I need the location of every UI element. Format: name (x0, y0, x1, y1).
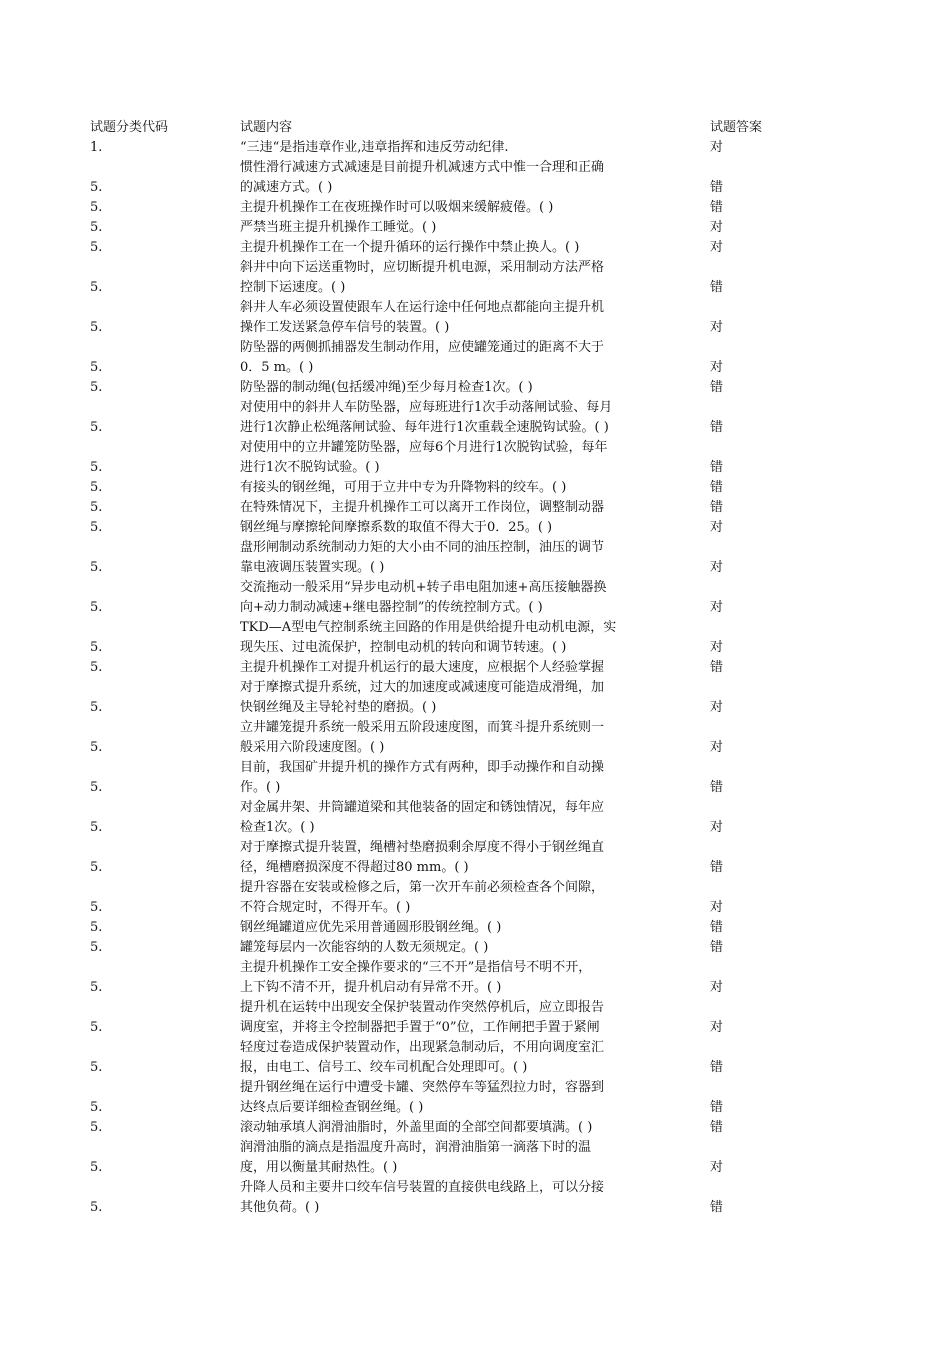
row-content-cell[interactable]: 防坠器的两侧抓捕器发生制动作用，应使罐笼通过的距离不大于 0．5 m。( ) (240, 340, 605, 375)
row-content-cell[interactable]: 惯性滑行减速方式减速是目前提升机减速方式中惟一合理和正确 的减速方式。( ) (240, 160, 605, 195)
header-answer[interactable]: 试题答案 (710, 120, 763, 135)
table-row (90, 958, 790, 998)
table-row (90, 658, 790, 678)
row-content-cell[interactable]: 主提升机操作工对提升机运行的最大速度，应根据个人经验掌握 (240, 660, 605, 675)
row-answer-cell[interactable]: 对 (710, 520, 724, 535)
row-code-cell[interactable]: 5. (90, 180, 103, 195)
table-row (90, 158, 790, 198)
table-row (90, 838, 790, 878)
question-table (90, 118, 790, 1218)
row-content-cell[interactable]: 钢丝绳与摩擦轮间摩擦系数的取值不得大于0．25。( ) (240, 520, 553, 535)
row-answer-cell[interactable]: 对 (710, 700, 724, 715)
table-row (90, 718, 790, 758)
row-content-cell[interactable]: 盘形闸制动系统制动力矩的大小由不同的油压控制，油压的调节 靠电液调压装置实现。( ) (240, 540, 605, 575)
row-answer-cell[interactable]: 错 (710, 780, 724, 795)
table-row (90, 1078, 790, 1118)
table-row (90, 518, 790, 538)
row-code-cell[interactable]: 5. (90, 700, 103, 715)
table-row (90, 918, 790, 938)
table-row (90, 218, 790, 238)
row-answer-cell[interactable]: 错 (710, 1060, 724, 1075)
row-content-cell[interactable]: TKD—A型电气控制系统主回路的作用是供给提升电动机电源，实 现失压、过电流保护，控制电动机的转向和调节转速。( ) (240, 620, 617, 655)
row-answer-cell[interactable]: 错 (710, 200, 724, 215)
row-code-cell[interactable]: 5. (90, 200, 103, 215)
table-row (90, 678, 790, 718)
row-code-cell[interactable]: 5. (90, 480, 103, 495)
table-row (90, 1178, 790, 1218)
row-code-cell[interactable]: 5. (90, 460, 103, 475)
table-row (90, 398, 790, 438)
row-code-cell[interactable]: 5. (90, 380, 103, 395)
table-row (90, 238, 790, 258)
row-answer-cell[interactable]: 对 (710, 1020, 724, 1035)
row-code-cell[interactable]: 5. (90, 820, 103, 835)
row-answer-cell[interactable]: 错 (710, 920, 724, 935)
row-content-cell[interactable]: 提升机在运转中出现安全保护装置动作突然停机后，应立即报告 调度室，并将主令控制器把手置于“0”位，工作闸把手置于紧闸 (240, 1000, 605, 1035)
row-code-cell[interactable]: 5. (90, 520, 103, 535)
table-row (90, 878, 790, 918)
header-row (90, 118, 790, 138)
row-answer-cell[interactable]: 对 (710, 560, 724, 575)
row-answer-cell[interactable]: 错 (710, 860, 724, 875)
row-content-cell[interactable]: 对于摩擦式提升装置，绳槽衬垫磨损剩余厚度不得小于钢丝绳直 径，绳槽磨损深度不得超过80 mm。( ) (240, 840, 605, 875)
row-content-cell[interactable]: 主提升机操作工在一个提升循环的运行操作中禁止换人。( ) (240, 240, 580, 255)
row-answer-cell[interactable]: 对 (710, 140, 724, 155)
row-content-cell[interactable]: 滚动轴承填人润滑油脂时，外盖里面的全部空间都要填满。( ) (240, 1120, 593, 1135)
row-code-cell[interactable]: 5. (90, 240, 103, 255)
row-answer-cell[interactable]: 错 (710, 480, 724, 495)
table-row (90, 578, 790, 618)
row-code-cell[interactable]: 5. (90, 920, 103, 935)
row-code-cell[interactable]: 5. (90, 940, 103, 955)
row-answer-cell[interactable]: 对 (710, 980, 724, 995)
row-answer-cell[interactable]: 对 (710, 220, 724, 235)
row-content-cell[interactable]: 主提升机操作工在夜班操作时可以吸烟来缓解疲倦。( ) (240, 200, 554, 215)
row-content-cell[interactable]: 严禁当班主提升机操作工睡觉。( ) (240, 220, 437, 235)
row-answer-cell[interactable]: 错 (710, 460, 724, 475)
table-row (90, 998, 790, 1038)
row-content-cell[interactable]: 对使用中的立井罐笼防坠器，应每6个月进行1次脱钩试验，每年 进行1次不脱钩试验。( ) (240, 440, 608, 475)
row-code-cell[interactable]: 5. (90, 740, 103, 755)
row-code-cell[interactable]: 5. (90, 860, 103, 875)
row-code-cell[interactable]: 1. (90, 140, 103, 155)
table-row (90, 938, 790, 958)
table-row (90, 438, 790, 478)
row-code-cell[interactable]: 5. (90, 780, 103, 795)
header-content[interactable]: 试题内容 (240, 120, 293, 135)
row-code-cell[interactable]: 5. (90, 980, 103, 995)
header-code[interactable]: 试题分类代码 (90, 120, 169, 135)
row-content-cell[interactable]: 对使用中的斜井人车防坠器，应每班进行1次手动落闸试验、每月 进行1次静止松绳落闸试验、每年进行1次重载全速脱钩试验。( ) (240, 400, 613, 435)
row-answer-cell[interactable]: 对 (710, 820, 724, 835)
row-answer-cell[interactable]: 对 (710, 360, 724, 375)
row-answer-cell[interactable]: 对 (710, 1160, 724, 1175)
row-code-cell[interactable]: 5. (90, 560, 103, 575)
row-code-cell[interactable]: 5. (90, 1100, 103, 1115)
row-answer-cell[interactable]: 错 (710, 380, 724, 395)
row-content-cell[interactable]: 罐笼每层内一次能容纳的人数无须规定。( ) (240, 940, 489, 955)
row-content-cell[interactable]: 交流拖动一般采用“异步电动机+转子串电阻加速+高压接触器换 向+动力制动减速+继电器控制”的传统控制方式。( ) (240, 580, 607, 615)
table-row (90, 378, 790, 398)
table-row (90, 338, 790, 378)
row-content-cell[interactable]: 目前，我国矿井提升机的操作方式有两种，即手动操作和自动操 作。( ) (240, 760, 605, 795)
table-row (90, 258, 790, 298)
question-rows (90, 138, 790, 1218)
row-code-cell[interactable]: 5. (90, 1020, 103, 1035)
row-content-cell[interactable]: 防坠器的制动绳(包括缓冲绳)至少每月检查1次。( ) (240, 380, 533, 395)
row-content-cell[interactable]: 斜井中向下运送重物时，应切断提升机电源，采用制动方法严格 控制下运速度。( ) (240, 260, 605, 295)
table-row (90, 1038, 790, 1078)
row-content-cell[interactable]: 在特殊情况下，主提升机操作工可以离开工作岗位，调整制动器 (240, 500, 605, 515)
row-code-cell[interactable]: 5. (90, 420, 103, 435)
row-code-cell[interactable]: 5. (90, 220, 103, 235)
row-content-cell[interactable]: “三违“是指违章作业,违章指挥和违反劳动纪律. (240, 140, 509, 155)
table-row (90, 1138, 790, 1178)
row-code-cell[interactable]: 5. (90, 900, 103, 915)
table-row (90, 138, 790, 158)
row-code-cell[interactable]: 5. (90, 1200, 103, 1215)
row-content-cell[interactable]: 升降人员和主要井口绞车信号装置的直接供电线路上，可以分接 其他负荷。( ) (240, 1180, 605, 1215)
row-code-cell[interactable]: 5. (90, 500, 103, 515)
row-code-cell[interactable]: 5. (90, 320, 103, 335)
row-answer-cell[interactable]: 错 (710, 660, 724, 675)
row-content-cell[interactable]: 提升钢丝绳在运行中遭受卡罐、突然停车等猛烈拉力时，容器到 达终点后要详细检查钢丝绳。( ) (240, 1080, 605, 1115)
row-answer-cell[interactable]: 错 (710, 940, 724, 955)
row-answer-cell[interactable]: 错 (710, 1120, 724, 1135)
row-code-cell[interactable]: 5. (90, 360, 103, 375)
table-row (90, 498, 790, 518)
row-answer-cell[interactable]: 对 (710, 240, 724, 255)
row-code-cell[interactable]: 5. (90, 1120, 103, 1135)
row-code-cell[interactable]: 5. (90, 1160, 103, 1175)
row-code-cell[interactable]: 5. (90, 640, 103, 655)
row-answer-cell[interactable]: 错 (710, 420, 724, 435)
row-code-cell[interactable]: 5. (90, 600, 103, 615)
table-row (90, 798, 790, 838)
table-row (90, 538, 790, 578)
table-row (90, 478, 790, 498)
row-answer-cell[interactable]: 对 (710, 640, 724, 655)
table-row (90, 1118, 790, 1138)
row-code-cell[interactable]: 5. (90, 660, 103, 675)
row-content-cell[interactable]: 润滑油脂的滴点是指温度升高时，润滑油脂第一滴落下时的温 度，用以衡量其耐热性。( ) (240, 1140, 592, 1175)
row-content-cell[interactable]: 主提升机操作工安全操作要求的“三不开”是指信号不明不开， 上下钩不清不开，提升机启动有异常不开。( ) (240, 960, 592, 995)
row-content-cell[interactable]: 钢丝绳罐道应优先采用普通圆形股钢丝绳。( ) (240, 920, 502, 935)
row-answer-cell[interactable]: 错 (710, 1100, 724, 1115)
row-answer-cell[interactable]: 错 (710, 500, 724, 515)
row-answer-cell[interactable]: 对 (710, 600, 724, 615)
row-content-cell[interactable]: 轻度过卷造成保护装置动作，出现紧急制动后，不用向调度室汇 报，由电工、信号工、绞车司机配合处理即可。( ) (240, 1040, 605, 1075)
row-answer-cell[interactable]: 错 (710, 180, 724, 195)
table-row (90, 618, 790, 658)
row-answer-cell[interactable]: 错 (710, 1200, 724, 1215)
row-code-cell[interactable]: 5. (90, 1060, 103, 1075)
table-row (90, 758, 790, 798)
row-content-cell[interactable]: 有接头的钢丝绳，可用于立井中专为升降物料的绞车。( ) (240, 480, 567, 495)
row-answer-cell[interactable]: 对 (710, 740, 724, 755)
row-code-cell[interactable]: 5. (90, 280, 103, 295)
row-answer-cell[interactable]: 对 (710, 320, 724, 335)
row-answer-cell[interactable]: 错 (710, 280, 724, 295)
table-row (90, 198, 790, 218)
row-content-cell[interactable]: 对金属井架、井筒罐道梁和其他装备的固定和锈蚀情况，每年应 检查1次。( ) (240, 800, 605, 835)
row-content-cell[interactable]: 斜井人车必须设置使跟车人在运行途中任何地点都能向主提升机 操作工发送紧急停车信号的装置。( ) (240, 300, 605, 335)
row-content-cell[interactable]: 提升容器在安装或检修之后，第一次开车前必须检查各个间隙， 不符合规定时，不得开车。( ) (240, 880, 605, 915)
row-answer-cell[interactable]: 对 (710, 900, 724, 915)
row-content-cell[interactable]: 对于摩擦式提升系统，过大的加速度或减速度可能造成滑绳，加 快钢丝绳及主导轮衬垫的磨损。( ) (240, 680, 605, 715)
table-row (90, 298, 790, 338)
row-content-cell[interactable]: 立井罐笼提升系统一般采用五阶段速度图，而箕斗提升系统则一 般采用六阶段速度图。( ) (240, 720, 605, 755)
